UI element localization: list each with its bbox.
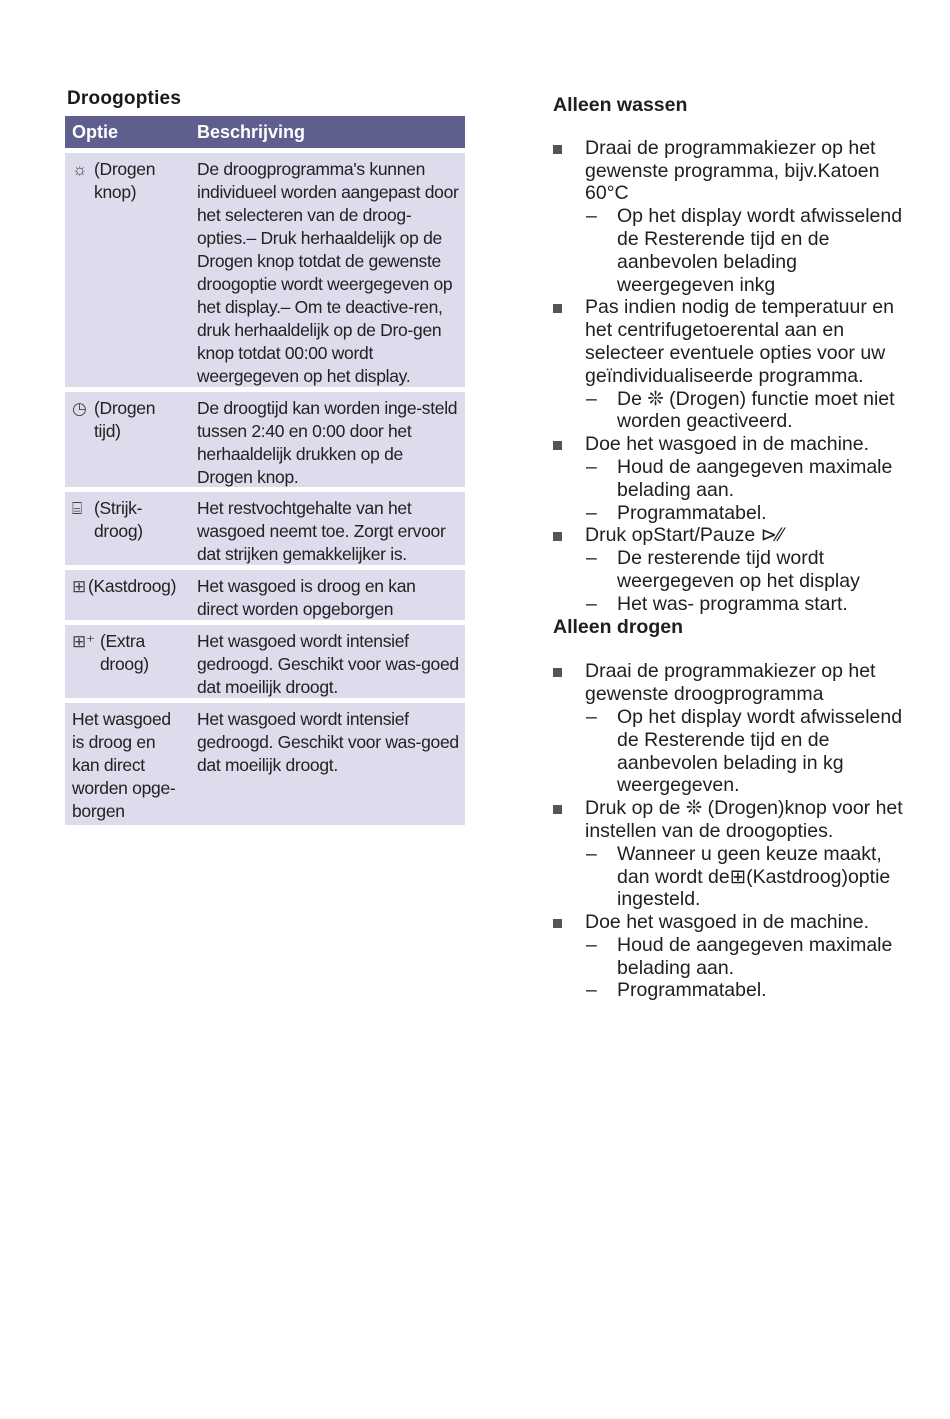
sub-item bbox=[553, 843, 913, 911]
description-cell: Het restvochtgehalte van het wasgoed neemt toe. Zorgt ervoor dat strijken gemakkelijker is. bbox=[197, 498, 446, 564]
sub-item-text: Houd de aangegeven maximale belading aan. bbox=[617, 933, 893, 979]
list-item bbox=[553, 137, 913, 205]
description-cell: Het wasgoed wordt intensief gedroogd. Geschikt voor was-goed dat moeilijk droogt. bbox=[197, 709, 459, 775]
sub-item-text: (Drogen) functie moet niet worden geactiveerd. bbox=[617, 387, 895, 433]
cupboard-plus-icon: ⊞⁺ bbox=[72, 632, 95, 651]
dash-marker: – bbox=[586, 455, 597, 478]
sub-item-text: De resterende tijd wordt weergegeven op het display bbox=[617, 547, 860, 592]
clock-icon: ◷ bbox=[72, 399, 87, 418]
bullet-square-icon bbox=[553, 532, 562, 541]
dash-marker: – bbox=[586, 979, 597, 1002]
option-label: (Extra droog) bbox=[100, 631, 149, 674]
sub-item-text: Programmatabel. bbox=[617, 501, 767, 524]
option-label: (Strijk-droog) bbox=[94, 498, 143, 541]
list-item bbox=[553, 660, 913, 706]
option-label: (Drogen tijd) bbox=[94, 398, 156, 441]
list-item-text: Doe het wasgoed in de machine. bbox=[585, 433, 870, 456]
option-label: Het wasgoed is droog en kan direct worden opge-borgen bbox=[72, 709, 176, 821]
sub-item bbox=[553, 593, 913, 616]
description-cell: Het wasgoed is droog en kan direct worden opgeborgen bbox=[197, 576, 416, 619]
dash-marker: – bbox=[586, 501, 597, 524]
dash-marker: – bbox=[586, 933, 597, 956]
section-title-wash-only: Alleen wassen bbox=[553, 94, 688, 116]
option-label: (Kastdroog) bbox=[88, 576, 177, 596]
list-item-text: Doe het wasgoed in de machine. bbox=[585, 911, 870, 934]
sub-item-text: Programmatabel. bbox=[617, 979, 767, 1002]
dash-marker: – bbox=[586, 205, 597, 228]
list-item bbox=[553, 433, 913, 456]
sub-item-text: Op het display wordt afwisselend de Resterende tijd en de aanbevolen belading in kg weergegeven. bbox=[617, 705, 903, 797]
sub-item-text: De bbox=[617, 387, 648, 410]
table-header bbox=[65, 116, 465, 148]
list-item bbox=[553, 797, 913, 843]
option-cell bbox=[65, 392, 190, 487]
sub-item bbox=[553, 547, 913, 593]
list-item-text: Druk opStart/Pauze ⊳⁄⁄ bbox=[585, 524, 784, 547]
bullet-square-icon bbox=[553, 304, 562, 313]
drying-options-section bbox=[65, 88, 465, 825]
table-row bbox=[65, 392, 465, 487]
description-cell: Het wasgoed wordt intensief gedroogd. Geschikt voor was-goed dat moeilijk droogt. bbox=[197, 631, 459, 697]
description-cell: De droogtijd kan worden inge-steld tussen 2:40 en 0:00 door het herhaaldelijk drukken op de Drogen knop. bbox=[197, 398, 458, 487]
sub-item-text: Houd de aangegeven maximale belading aan. bbox=[617, 455, 893, 501]
list-item-text: Draai de programmakiezer op het gewenste droogprogramma bbox=[585, 660, 876, 706]
header-option: Optie bbox=[72, 121, 119, 142]
option-cell bbox=[65, 153, 190, 387]
list-item-text: (Drogen)knop voor het instellen van de droogopties. bbox=[585, 797, 903, 842]
table-row bbox=[65, 153, 465, 387]
bullet-square-icon bbox=[553, 145, 562, 154]
bullet-square-icon bbox=[553, 805, 562, 814]
list-item-text: Druk op de bbox=[585, 797, 686, 820]
dash-marker: – bbox=[586, 547, 597, 570]
dash-marker: – bbox=[586, 387, 597, 410]
cupboard-icon: ⊞ bbox=[72, 577, 86, 596]
sub-item bbox=[553, 979, 913, 1002]
header-description: Beschrijving bbox=[197, 121, 306, 142]
list-item bbox=[553, 524, 913, 547]
table-row bbox=[65, 625, 465, 698]
sub-item bbox=[553, 456, 913, 502]
iron-icon: ⌸ bbox=[72, 499, 82, 518]
sub-item bbox=[553, 388, 913, 434]
bullet-square-icon bbox=[553, 919, 562, 928]
option-label: (Drogen knop) bbox=[94, 159, 156, 202]
sub-item bbox=[553, 934, 913, 980]
sub-item bbox=[553, 502, 913, 525]
list-item-text: Draai de programmakiezer op het gewenste programma, bijv.Katoen 60°C bbox=[585, 136, 880, 205]
dash-marker: – bbox=[586, 705, 597, 728]
table-title: Droogopties bbox=[67, 88, 182, 109]
list-item bbox=[553, 296, 913, 387]
section-title-dry-only: Alleen drogen bbox=[553, 615, 684, 638]
dash-marker: – bbox=[586, 842, 597, 865]
drying-snowflake-icon: ❊ bbox=[647, 387, 664, 410]
drying-sun-icon: ☼ bbox=[72, 160, 88, 179]
option-cell bbox=[65, 625, 190, 698]
drying-snowflake-icon: ❊ bbox=[685, 797, 703, 820]
sub-item bbox=[553, 205, 913, 296]
list-item bbox=[553, 911, 913, 934]
table-row bbox=[65, 492, 465, 565]
sub-item bbox=[553, 706, 913, 797]
list-item-text: Pas indien nodig de temperatuur en het centrifugetoerental aan en selecteer eventuele opties voor uw geïndividualiseerde programma. bbox=[585, 296, 894, 387]
dash-marker: – bbox=[586, 592, 597, 615]
sub-item-text: Het was- programma start. bbox=[617, 592, 848, 615]
option-cell bbox=[65, 570, 190, 620]
bullet-square-icon bbox=[553, 441, 562, 450]
bullet-square-icon bbox=[553, 668, 562, 677]
instructions-column bbox=[553, 94, 913, 1002]
description-cell: De droogprogramma's kunnen individueel worden aangepast door het selecteren van de droog-opties.– Druk herhaaldelijk op de Drogen knop totdat de gewenste droogoptie wordt weergegeven op het display.– Om te deactive-ren, druk herhaaldelijk op de Dro-gen knop totdat 00:00 wordt weergegeven op het display. bbox=[197, 159, 459, 386]
option-cell bbox=[65, 492, 190, 565]
sub-item-text: Op het display wordt afwisselend de Resterende tijd en de aanbevolen belading weergegeven inkg bbox=[617, 205, 903, 296]
sub-item-text: Wanneer u geen keuze maakt, dan wordt de⊞(Kastdroog)optie ingesteld. bbox=[617, 842, 891, 911]
table-row bbox=[65, 703, 465, 825]
option-cell bbox=[65, 703, 190, 825]
table-row bbox=[65, 570, 465, 620]
